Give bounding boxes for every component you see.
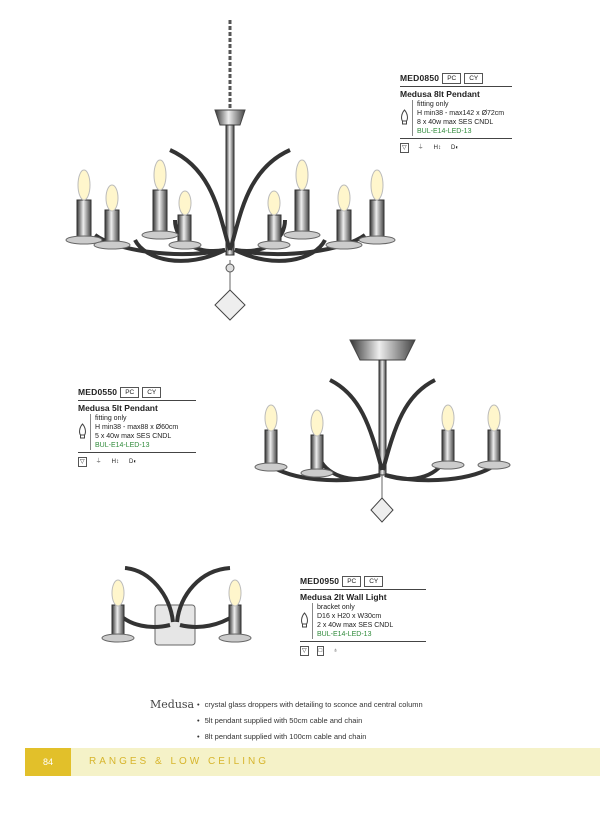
fitting-note: fitting only <box>95 415 127 422</box>
candle-bulb-icon <box>300 603 312 639</box>
medusa-2lt-wall-light-photo <box>95 560 270 675</box>
earth-icon: ⏚ <box>95 459 102 465</box>
feature-item: • crystal glass droppers with detailing to sconce and central column <box>197 697 423 713</box>
dimmable-icon: D◐ <box>128 459 137 465</box>
switch-icon: ♁ <box>333 648 338 654</box>
dimensions: D16 x H20 x W30cm <box>317 613 382 620</box>
finish-badge-pc: PC <box>342 576 361 587</box>
product-code: MED0850 <box>400 73 440 83</box>
dimmable-icon: D◐ <box>450 145 459 151</box>
finish-badge-pc: PC <box>120 387 139 398</box>
spec-med0950 <box>300 576 426 656</box>
feature-item: • 5lt pendant supplied with 50cm cable and chain <box>197 713 423 729</box>
earth-icon: ⏚ <box>417 145 424 151</box>
class-ii-icon: ▽ <box>402 145 407 151</box>
dimensions: H min38 - max142 x Ø72cm <box>417 110 505 117</box>
height-adjust-icon: H↕ <box>111 459 119 465</box>
candle-bulb-icon <box>400 100 412 136</box>
product-code: MED0950 <box>300 576 340 586</box>
fitting-note: fitting only <box>417 101 449 108</box>
finish-badge-cy: CY <box>142 387 161 398</box>
class-ii-icon: ▽ <box>302 648 307 654</box>
section-title: RANGES & LOW CEILING <box>89 756 270 767</box>
spec-med0850 <box>400 73 512 153</box>
dimensions: H min38 - max88 x Ø60cm <box>95 424 179 431</box>
candle-bulb-icon <box>78 414 90 450</box>
product-title: Medusa 8lt Pendant <box>400 89 480 99</box>
lamp-spec: 2 x 40w max SES CNDL <box>317 622 394 629</box>
page-number: 84 <box>25 748 71 776</box>
led-bulb-code: BUL-E14-LED-13 <box>417 128 472 135</box>
product-code: MED0550 <box>78 387 118 397</box>
range-name: Medusa <box>150 698 195 711</box>
lamp-spec: 8 x 40w max SES CNDL <box>417 119 494 126</box>
led-bulb-code: BUL-E14-LED-13 <box>317 631 372 638</box>
spec-med0550 <box>78 387 196 467</box>
range-description <box>150 697 423 745</box>
finish-badge-pc: PC <box>442 73 461 84</box>
double-insulated-icon: □ <box>318 648 323 654</box>
feature-item: • 8lt pendant supplied with 100cm cable and chain <box>197 729 423 745</box>
product-title: Medusa 2lt Wall Light <box>300 592 387 602</box>
finish-badge-cy: CY <box>464 73 483 84</box>
product-title: Medusa 5lt Pendant <box>78 403 158 413</box>
medusa-5lt-pendant-photo <box>250 335 530 535</box>
height-adjust-icon: H↕ <box>433 145 441 151</box>
page-footer <box>25 748 600 776</box>
class-ii-icon: ▽ <box>80 459 85 465</box>
finish-badge-cy: CY <box>364 576 383 587</box>
lamp-spec: 5 x 40w max SES CNDL <box>95 433 172 440</box>
medusa-8lt-pendant-photo <box>55 20 405 330</box>
led-bulb-code: BUL-E14-LED-13 <box>95 442 150 449</box>
fitting-note: bracket only <box>317 604 355 611</box>
